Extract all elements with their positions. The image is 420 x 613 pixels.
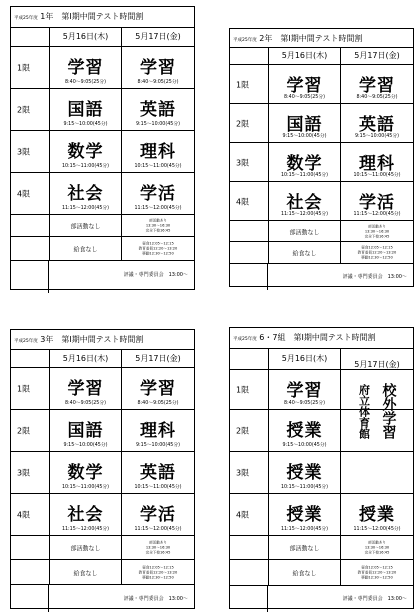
timetable-sheet-4 [229, 327, 414, 609]
sheet-title: 2年 第Ⅰ期中間テスト時間割 [259, 34, 363, 43]
club-row [11, 535, 194, 560]
timetable-grid [11, 27, 194, 292]
sheet-title: 6・7組 第Ⅰ期中間テスト時間割 [259, 333, 376, 342]
day-header-thu: 5月16日(木) [268, 349, 340, 369]
club-row [230, 535, 413, 560]
subject: 国語 [67, 421, 104, 441]
time-range: 8:40〜9:05(25分) [137, 401, 179, 406]
period-label: 1限 [17, 63, 31, 73]
lunch-note: 給食なし [292, 570, 317, 578]
footer-row [230, 585, 413, 612]
time-range: 8:40〜9:05(25分) [65, 80, 106, 85]
period-row-4 [230, 493, 413, 536]
field-trip-venue: 府立体育館 [357, 384, 371, 439]
subject: 理科 [140, 142, 176, 162]
period-label: 1限 [236, 80, 250, 89]
period-row-4 [11, 493, 194, 536]
era-label: 平成25年度 [233, 38, 257, 43]
subject: 数学 [286, 154, 323, 174]
club-detail: 部活動あり 13:30〜16:30 完全下校16:45 [145, 540, 171, 555]
subject: 授業 [359, 505, 395, 525]
lunch-detail: 昼食12:05〜12:15 教育委員12:20〜13:20 移動12:30〜12:50 [357, 565, 397, 580]
footer-row [230, 263, 413, 290]
subject: 学習 [67, 58, 104, 78]
day-header-fri: 5月17日(金) [340, 348, 413, 369]
period-label: 3限 [236, 468, 250, 478]
time-range: 11:15〜12:00(45分) [280, 527, 329, 532]
time-range: 11:15〜12:00(45分) [61, 527, 110, 532]
era-label: 平成25年度 [14, 16, 38, 21]
period-row-3 [11, 130, 194, 173]
period-label: 3限 [236, 158, 250, 167]
lunch-row [11, 559, 194, 585]
lunch-note: 給食なし [292, 250, 317, 258]
lunch-note: 給食なし [73, 246, 98, 254]
subject: 理科 [359, 154, 395, 174]
period-row-1 [11, 46, 194, 89]
lunch-note: 給食なし [73, 570, 98, 577]
club-note: 部活動なし [70, 223, 101, 231]
subject: 英語 [140, 463, 176, 483]
subject: 学習 [67, 379, 104, 399]
period-label: 3限 [17, 468, 31, 478]
friday-field-trip-cell [340, 369, 413, 493]
day-header-row [230, 349, 413, 369]
period-label: 4限 [17, 510, 31, 520]
sheet-header [230, 33, 413, 44]
subject: 理科 [140, 421, 176, 441]
committee-note: 評議・専門委員会 13:00〜 [342, 274, 407, 280]
subject: 社会 [67, 505, 104, 525]
day-header-fri: 5月17日(金) [340, 48, 413, 64]
subject: 学習 [359, 76, 395, 96]
time-range: 9:15〜10:00(45分) [282, 443, 327, 448]
sheet-title: 1年 第Ⅰ期中間テスト時間割 [40, 12, 144, 21]
time-range: 11:15〜12:00(45分) [280, 212, 329, 217]
club-note: 部活動なし [289, 229, 320, 236]
time-range: 8:40〜9:05(25分) [137, 80, 179, 85]
period-label: 4限 [17, 189, 31, 199]
time-range: 9:15〜10:00(45分) [63, 443, 108, 448]
day-header-thu: 5月16日(木) [49, 350, 121, 367]
subject: 数学 [67, 142, 104, 162]
period-label: 2限 [17, 426, 31, 436]
time-range: 10:15〜11:00(45分) [134, 485, 182, 490]
period-label: 4限 [236, 510, 250, 520]
lunch-row [230, 241, 413, 264]
period-row-2 [230, 103, 413, 143]
committee-note: 評議・専門委員会 13:00〜 [342, 596, 407, 602]
lunch-row [11, 236, 194, 261]
time-range: 10:15〜11:00(45分) [61, 164, 110, 169]
era-label: 平成25年度 [233, 337, 257, 342]
timetable-grid [230, 47, 413, 289]
day-header-thu: 5月16日(木) [268, 48, 340, 64]
period-label: 1限 [236, 385, 250, 395]
day-header-row [11, 28, 194, 46]
period-row-2 [11, 88, 194, 131]
period-row-3 [230, 142, 413, 182]
subject: 英語 [359, 115, 395, 135]
period-row-1 [230, 64, 413, 104]
club-detail: 部活動あり 13:30〜16:30 完全下校16:45 [145, 218, 171, 233]
period-row-2 [11, 409, 194, 452]
period-row-4 [230, 181, 413, 221]
subject: 学習 [286, 381, 323, 401]
time-range: 11:15〜12:00(45分) [61, 206, 110, 211]
subject: 国語 [286, 115, 323, 135]
time-range: 11:15〜12:00(45分) [134, 206, 182, 211]
subject: 学習 [286, 76, 323, 96]
time-range: 10:15〜11:00(45分) [134, 164, 182, 169]
club-row [11, 214, 194, 237]
day-header-row [11, 350, 194, 367]
time-range: 10:15〜11:00(45分) [280, 173, 329, 178]
day-header-thu: 5月16日(木) [49, 28, 121, 46]
timetable-sheet-3 [10, 329, 195, 609]
committee-note: 評議・専門委員会 13:00〜 [123, 596, 188, 602]
sheet-header [11, 334, 194, 345]
period-label: 1限 [17, 384, 31, 394]
time-range: 8:40〜9:05(25分) [356, 95, 398, 100]
lunch-detail: 昼食12:05〜12:15 教育委員12:20〜13:20 移動12:30〜12:50 [138, 241, 178, 256]
period-label: 2限 [236, 426, 250, 436]
sheet-header [11, 11, 194, 22]
time-range: 8:40〜9:05(25分) [65, 401, 106, 406]
period-label: 2限 [17, 105, 31, 115]
club-detail: 部活動あり 13:30〜16:30 完全下校16:45 [364, 540, 390, 555]
subject: 英語 [140, 100, 176, 120]
time-range: 9:15〜10:00(45分) [135, 122, 181, 127]
day-header-fri: 5月17日(金) [121, 350, 194, 367]
time-range: 10:15〜11:00(45分) [353, 173, 401, 178]
period-row-3 [11, 451, 194, 494]
time-range: 11:15〜12:00(45分) [134, 527, 182, 532]
era-label: 平成25年度 [14, 339, 38, 344]
field-trip-title: 校外学習 [380, 383, 397, 439]
club-note: 部活動なし [289, 545, 320, 553]
timetable-sheet-2 [229, 28, 414, 287]
subject: 国語 [67, 100, 104, 120]
subject: 数学 [67, 463, 104, 483]
time-range: 10:15〜11:00(45分) [61, 485, 110, 490]
time-range: 9:15〜10:00(45分) [63, 122, 108, 127]
subject: 授業 [286, 505, 323, 525]
day-header-fri: 5月17日(金) [121, 28, 194, 46]
sheet-title: 3年 第Ⅰ期中間テスト時間割 [40, 335, 144, 344]
period-row-4 [11, 172, 194, 215]
club-row [230, 220, 413, 242]
time-range: 11:15〜12:00(45分) [353, 527, 401, 532]
time-range: 8:40〜9:05(25分) [284, 95, 325, 100]
time-range: 9:15〜10:00(45分) [354, 134, 400, 139]
period-label: 3限 [17, 147, 31, 157]
subject: 社会 [67, 184, 104, 204]
subject: 学活 [140, 184, 176, 204]
time-range: 10:15〜11:00(45分) [280, 485, 329, 490]
club-note: 部活動なし [70, 545, 101, 553]
timetable-grid [11, 349, 194, 611]
time-range: 9:15〜10:00(45分) [282, 134, 327, 139]
subject: 学習 [140, 379, 176, 399]
period-label: 2限 [236, 119, 250, 128]
subject: 社会 [286, 193, 323, 213]
timetable-grid [230, 348, 413, 611]
subject: 学活 [359, 193, 395, 213]
lunch-row [230, 559, 413, 586]
committee-note: 評議・専門委員会 13:00〜 [123, 272, 188, 278]
day-header-row [230, 48, 413, 64]
period-label: 4限 [236, 197, 250, 206]
footer-row [11, 584, 194, 612]
time-range: 9:15〜10:00(45分) [135, 443, 181, 448]
subject: 授業 [286, 463, 323, 483]
footer-row [11, 260, 194, 293]
period-row-1 [11, 367, 194, 410]
subject: 学習 [140, 58, 176, 78]
lunch-detail: 昼食12:05〜12:15 教育委員12:20〜13:20 移動12:30〜12:50 [357, 245, 397, 260]
lunch-detail: 昼食12:05〜12:15 教育委員12:20〜13:20 移動12:30〜12:50 [138, 565, 178, 579]
subject: 学活 [140, 505, 176, 525]
timetable-sheet-1 [10, 6, 195, 290]
sheet-header [230, 332, 413, 343]
time-range: 8:40〜9:05(25分) [284, 401, 325, 406]
subject: 授業 [286, 421, 323, 441]
time-range: 11:15〜12:00(45分) [353, 212, 401, 217]
club-detail: 部活動あり 13:30〜16:30 完全下校16:45 [364, 224, 390, 238]
